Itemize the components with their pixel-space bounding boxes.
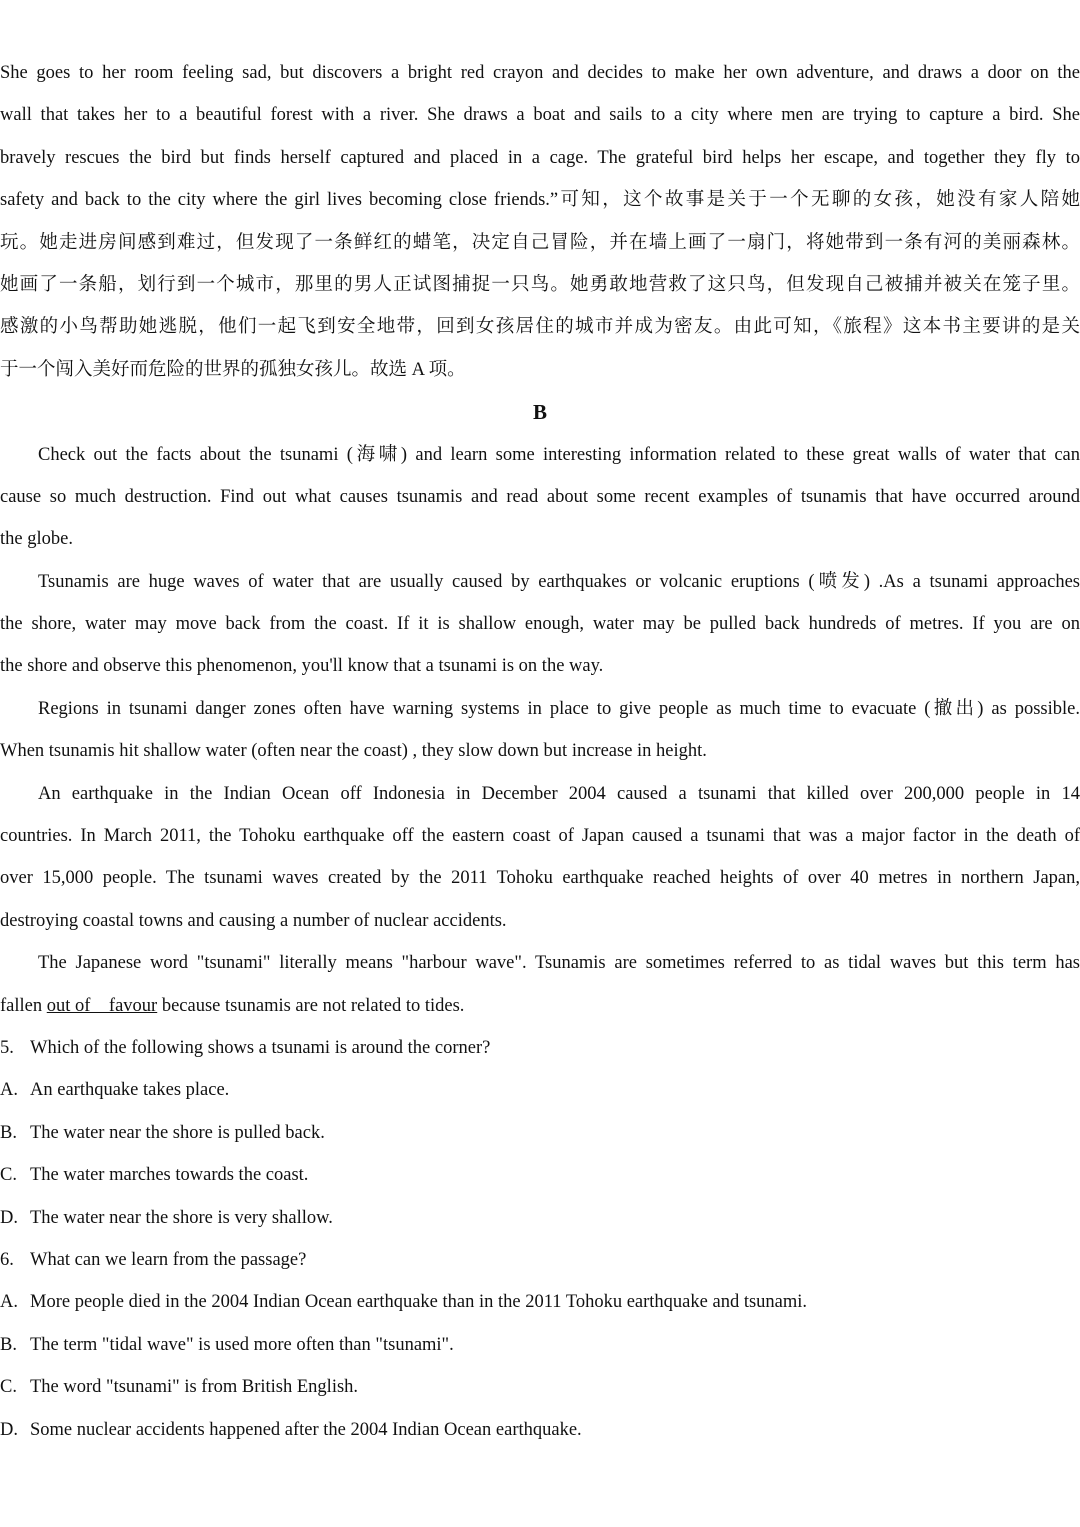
passage-line: An earthquake in the Indian Ocean off Indonesia in December 2004 caused a tsunami that killed over 200,000 people in 14 [38, 783, 1080, 804]
question-text: What can we learn from the passage? [30, 1249, 307, 1270]
answer-option-d[interactable] [0, 1409, 1080, 1451]
passage-line: countries. In March 2011, the Tohoku earthquake off the eastern coast of Japan caused a tsunami that was a major factor in the death of [0, 826, 1080, 847]
explanation-line: safety and back to the city where the girl lives becoming close friends.”可知，这个故事是关于一个无聊的女孩，她没有家人陪她 [0, 190, 1080, 211]
passage-line: over 15,000 people. The tsunami waves created by the 2011 Tohoku earthquake reached heights of over 40 metres in northern Japan, [0, 868, 1080, 889]
option-letter: C. [0, 1377, 17, 1398]
option-text: The term "tidal wave" is used more often than "tsunami". [30, 1334, 454, 1355]
passage-a-explanation [0, 52, 1080, 391]
answer-option-c[interactable] [0, 1366, 1080, 1408]
option-text: Some nuclear accidents happened after the 2004 Indian Ocean earthquake. [30, 1419, 582, 1440]
option-letter: D. [0, 1207, 18, 1228]
question-6 [0, 1239, 1080, 1451]
section-title: B [532, 400, 547, 425]
answer-option-c[interactable] [0, 1154, 1080, 1196]
document-page [0, 52, 1080, 1451]
explanation-line: 于一个闯入美好而危险的世界的孤独女孩儿。故选 A 项。 [0, 359, 466, 380]
passage-line: the globe. [0, 529, 73, 550]
question-text: Which of the following shows a tsunami is around the corner? [30, 1037, 491, 1058]
passage-line: The Japanese word "tsunami" literally means "harbour wave". Tsunamis are sometimes referred to as tidal waves but this term has [38, 953, 1080, 974]
passage-text: fallen [0, 995, 47, 1016]
option-letter: B. [0, 1334, 17, 1355]
question-stem [0, 1027, 1080, 1069]
explanation-line: She goes to her room feeling sad, but discovers a bright red crayon and decides to make her own adventure, and draws a door on the [0, 63, 1080, 83]
passage-b [0, 434, 1080, 1027]
answer-option-b[interactable] [0, 1324, 1080, 1366]
explanation-line: 玩。她走进房间感到难过，但发现了一条鲜红的蜡笔，决定自己冒险，并在墙上画了一扇门，将她带到一条有河的美丽森林。 [0, 232, 1080, 253]
option-text: The water near the shore is pulled back. [30, 1122, 325, 1143]
option-text: The word "tsunami" is from British English. [30, 1377, 359, 1398]
option-letter: A. [0, 1080, 18, 1101]
option-letter: C. [0, 1165, 17, 1186]
passage-line: cause so much destruction. Find out what causes tsunamis and read about some recent examples of tsunamis that have occurred around [0, 486, 1080, 507]
explanation-line: 她画了一条船，划行到一个城市，那里的男人正试图捕捉一只鸟。她勇敢地营救了这只鸟，但发现自己被捕并被关在笼子里。 [0, 274, 1080, 295]
explanation-line: wall that takes her to a beautiful forest with a river. She draws a boat and sails to a city where men are trying to capture a bird. She [0, 105, 1080, 126]
explanation-line: bravely rescues the bird but finds herself captured and placed in a cage. The grateful bird helps her escape, and together they fly to [0, 147, 1080, 168]
question-number: 5. [0, 1037, 14, 1058]
underlined-phrase: out of favour [46, 995, 158, 1016]
passage-line: Regions in tsunami danger zones often have warning systems in place to give people as much time to evacuate (撤出) as possible. [38, 698, 1080, 719]
passage-line: Check out the facts about the tsunami (海啸) and learn some interesting information related to these great walls of water that can [38, 444, 1080, 465]
explanation-line: 感激的小鸟帮助她逃脱，他们一起飞到安全地带，回到女孩居住的城市并成为密友。由此可知，《旅程》这本书主要讲的是关 [0, 317, 1080, 338]
passage-line: Tsunamis are huge waves of water that are usually caused by earthquakes or volcanic eruptions (喷发) .As a tsunami approaches [38, 571, 1080, 592]
answer-option-a[interactable] [0, 1069, 1080, 1111]
answer-option-b[interactable] [0, 1112, 1080, 1154]
question-stem [0, 1239, 1080, 1281]
option-text: An earthquake takes place. [30, 1080, 230, 1101]
option-text: The water marches towards the coast. [30, 1165, 309, 1186]
passage-text: because tsunamis are not related to tides. [157, 995, 465, 1016]
answer-option-d[interactable] [0, 1197, 1080, 1239]
passage-line: the shore, water may move back from the coast. If it is shallow enough, water may be pulled back hundreds of metres. If you are on [0, 614, 1080, 635]
passage-line: When tsunamis hit shallow water (often near the coast) , they slow down but increase in height. [0, 741, 707, 762]
question-5 [0, 1027, 1080, 1239]
passage-line: destroying coastal towns and causing a number of nuclear accidents. [0, 910, 507, 931]
answer-option-a[interactable] [0, 1281, 1080, 1323]
question-number: 6. [0, 1249, 14, 1270]
passage-line: the shore and observe this phenomenon, you'll know that a tsunami is on the way. [0, 656, 604, 677]
option-text: More people died in the 2004 Indian Ocean earthquake than in the 2011 Tohoku earthquake and tsunami. [30, 1292, 808, 1313]
option-text: The water near the shore is very shallow. [30, 1207, 333, 1228]
option-letter: B. [0, 1122, 17, 1143]
passage-line [0, 985, 1080, 1027]
option-letter: D. [0, 1419, 18, 1440]
option-letter: A. [0, 1292, 18, 1313]
